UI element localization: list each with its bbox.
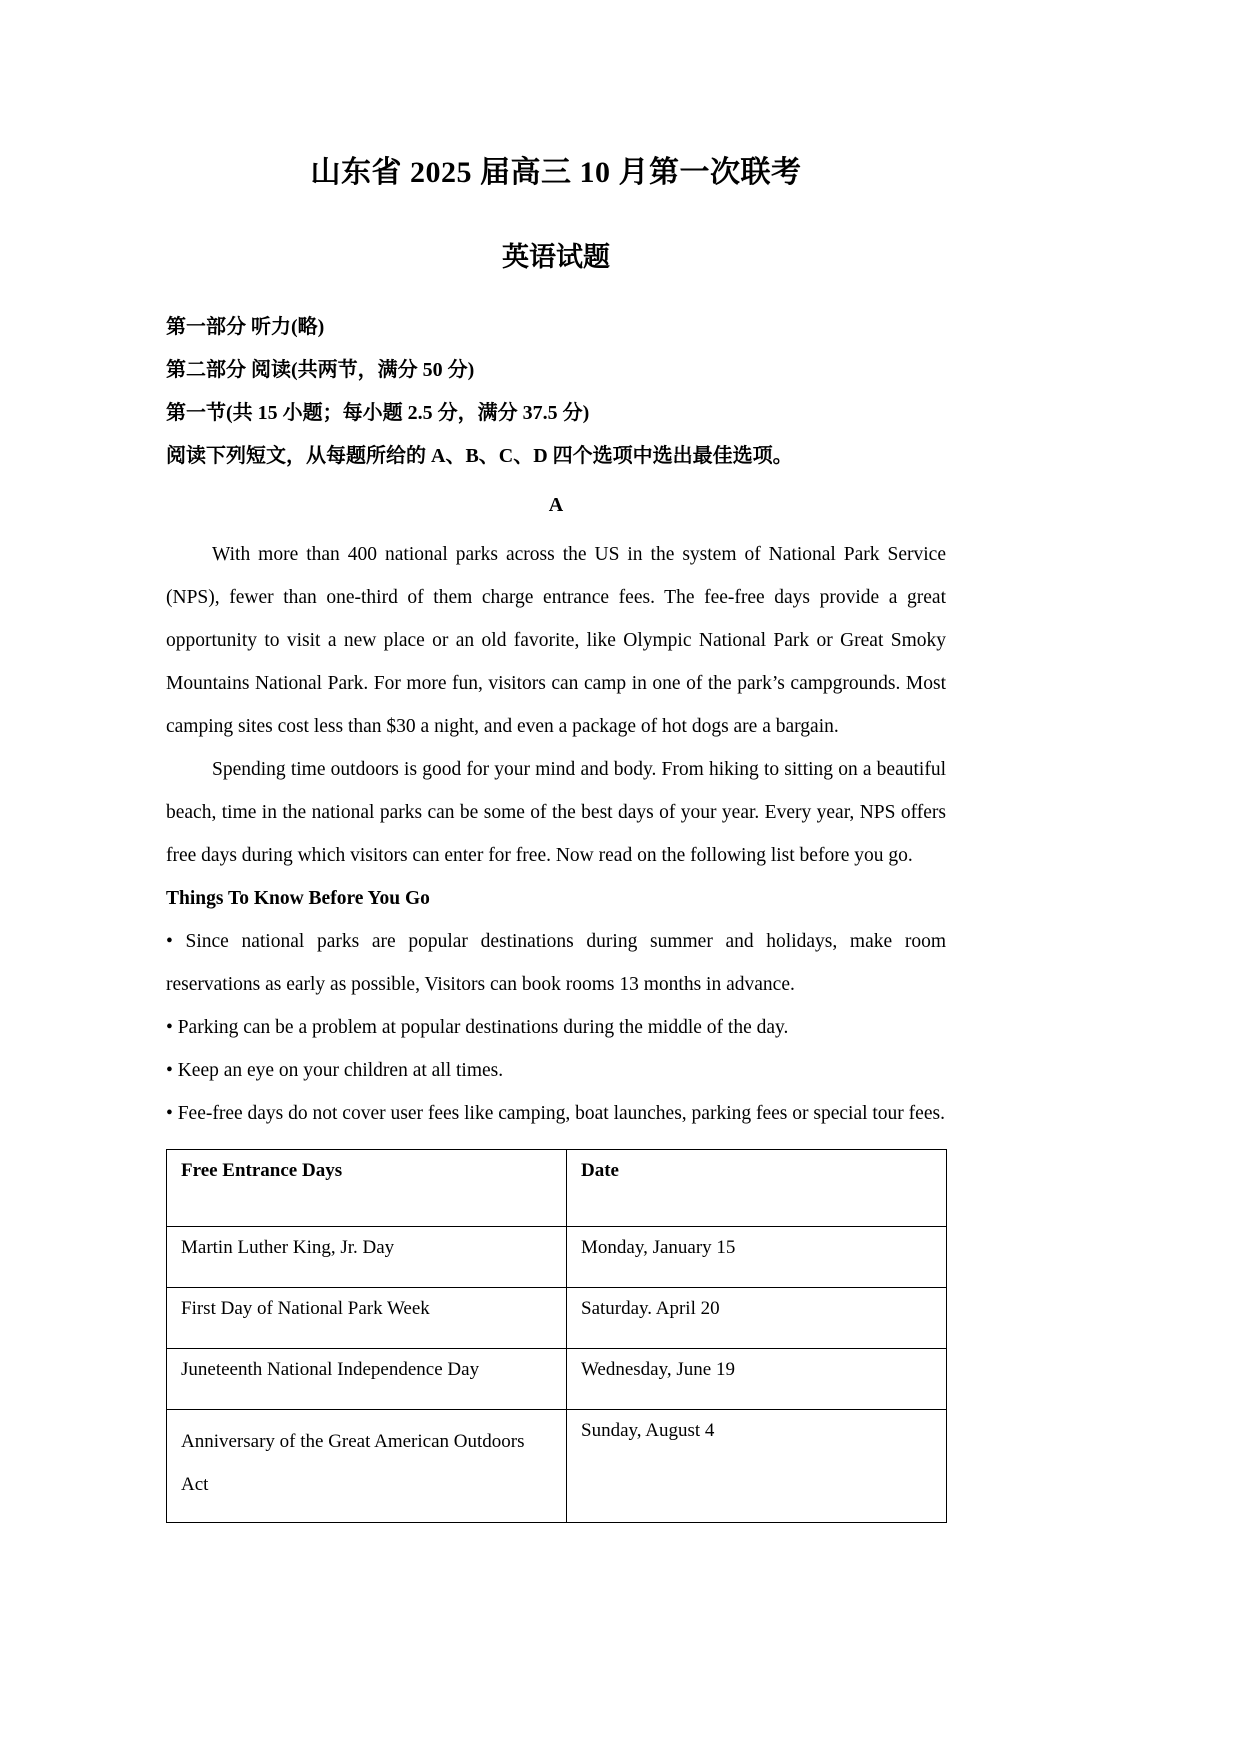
section-part-two: 第二部分 阅读(共两节，满分 50 分)	[166, 359, 475, 382]
cell-day-date: Wednesday, June 19	[567, 1349, 947, 1410]
cell-day-name: First Day of National Park Week	[167, 1288, 567, 1349]
passage-paragraph-2: Spending time outdoors is good for your mind and body. From hiking to sitting on a beautiful beach, time in the national parks can be some of the best days of your year. Every year, NPS offers free days during which visitors can enter for free. Now read on the following list before you go.	[166, 759, 946, 867]
bullet-item-parking: • Parking can be a problem at popular destinations during the middle of the day.	[166, 1017, 789, 1039]
table-header	[167, 1150, 947, 1227]
cell-day-name: Martin Luther King, Jr. Day	[167, 1227, 567, 1288]
cell-day-date: Monday, January 15	[567, 1227, 947, 1288]
cell-day-date: Saturday. April 20	[567, 1288, 947, 1349]
free-entrance-days-table	[166, 1149, 947, 1523]
cell-day-date: Sunday, August 4	[567, 1410, 947, 1523]
table-row	[167, 1410, 947, 1523]
column-header-free-entrance-days: Free Entrance Days	[167, 1150, 567, 1227]
table-header-row	[167, 1150, 947, 1227]
passage-paragraph-1: With more than 400 national parks across the US in the system of National Park Service (NPS), fewer than one-third of them charge entrance fees. The fee-free days provide a great opportunity to visit a new place or an old favorite, like Olympic National Park or Great Smoky Mountains National Park. For more fun, visitors can camp in one of the park’s campgrounds. Most camping sites cost less than $30 a night, and even a package of hot dogs are a bargain.	[166, 544, 946, 738]
table-row	[167, 1349, 947, 1410]
section-one-heading: 第一节(共 15 小题；每小题 2.5 分，满分 37.5 分)	[166, 402, 590, 425]
page-content	[166, 0, 946, 1523]
bullet-item-user-fees: • Fee-free days do not cover user fees like camping, boat launches, parking fees or special tour fees.	[166, 1103, 945, 1125]
table-row	[167, 1227, 947, 1288]
cell-day-name	[167, 1410, 567, 1523]
cell-day-name-line-2: Act	[181, 1474, 209, 1496]
cell-day-name-line-1: Anniversary of the Great American Outdoors	[181, 1431, 525, 1453]
section-part-one: 第一部分 听力(略)	[166, 316, 325, 339]
page-title: 山东省 2025 届高三 10 月第一次联考	[310, 156, 802, 189]
table-body	[167, 1227, 947, 1523]
table-row	[167, 1288, 947, 1349]
page-subtitle: 英语试题	[502, 242, 610, 272]
reading-directions: 阅读下列短文，从每题所给的 A、B、C、D 四个选项中选出最佳选项。	[166, 445, 793, 468]
cell-day-name: Juneteenth National Independence Day	[167, 1349, 567, 1410]
bullet-item-children: • Keep an eye on your children at all times.	[166, 1060, 504, 1082]
passage-letter-a: A	[548, 494, 564, 517]
bullet-item-reservations: • Since national parks are popular destinations during summer and holidays, make room reservations as early as possible, Visitors can book rooms 13 months in advance.	[166, 931, 946, 996]
things-to-know-heading: Things To Know Before You Go	[166, 888, 430, 910]
column-header-date: Date	[567, 1150, 947, 1227]
